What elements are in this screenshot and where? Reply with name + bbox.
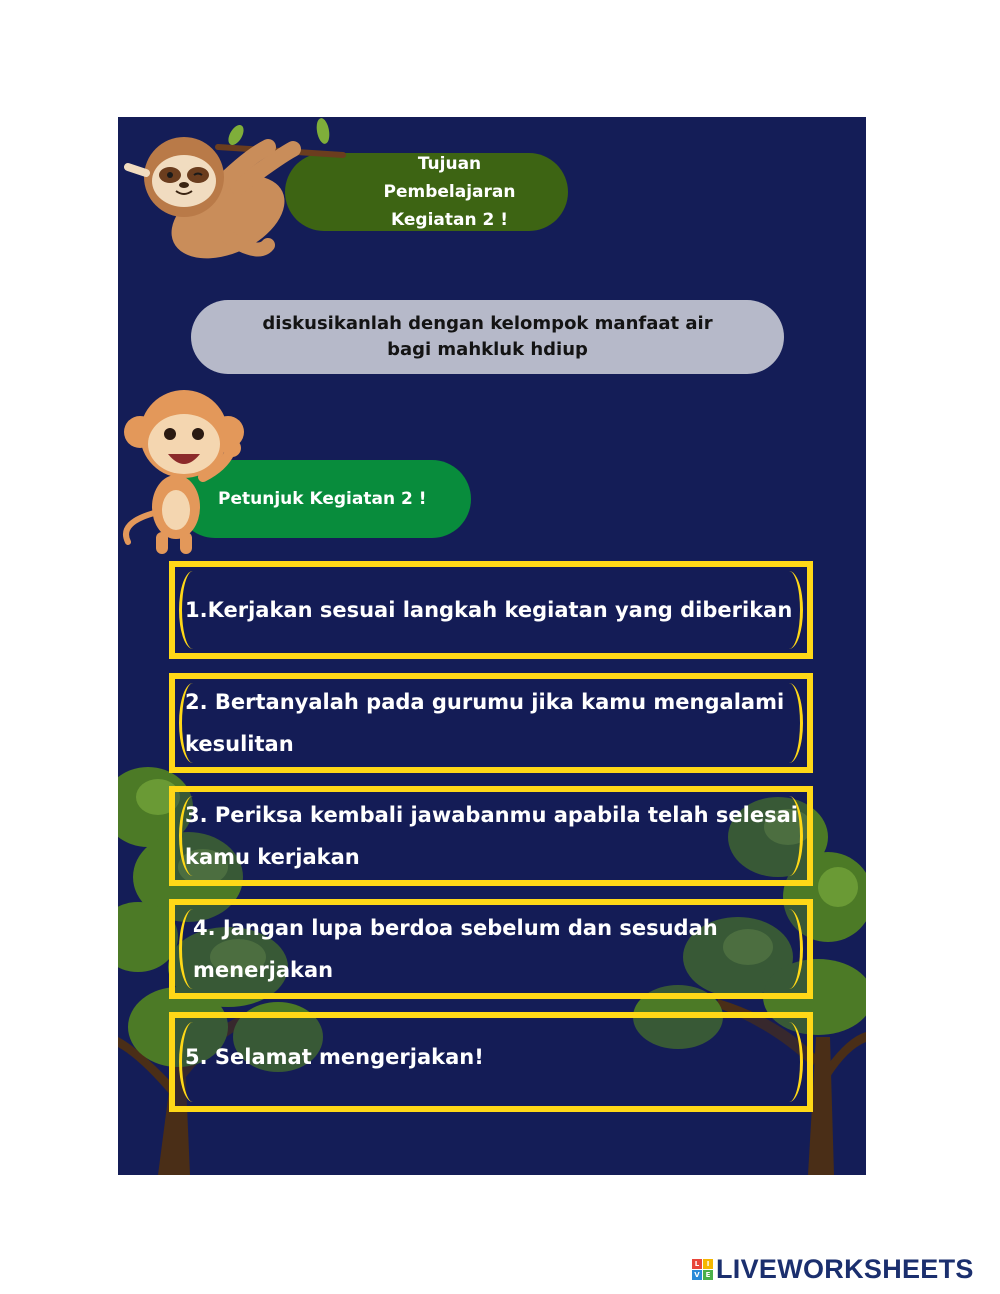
- instruction-label: Petunjuk Kegiatan 2 !: [218, 489, 427, 509]
- logo-text: LIVEWORKSHEETS: [716, 1254, 974, 1284]
- liveworksheets-logo: [692, 1254, 974, 1285]
- step-5-text: 5. Selamat mengerjakan!: [185, 1045, 484, 1069]
- step-1-text: 1.Kerjakan sesuai langkah kegiatan yang diberikan: [185, 598, 793, 622]
- worksheet-page: [118, 117, 866, 1175]
- discussion-task-pill: [191, 300, 784, 374]
- step-4-line2: menerjakan: [193, 958, 334, 982]
- step-2-line2: kesulitan: [185, 732, 294, 756]
- discussion-task-line2: bagi mahkluk hdiup: [387, 339, 588, 360]
- logo-mark-icon: L I V E: [692, 1259, 713, 1280]
- learning-goal-line2: Kegiatan 2 !: [391, 210, 508, 230]
- step-4: [169, 899, 813, 999]
- step-3-line2: kamu kerjakan: [185, 845, 360, 869]
- step-3: [169, 786, 813, 886]
- step-2-line1: 2. Bertanyalah pada gurumu jika kamu mengalami: [185, 690, 785, 714]
- step-1: [169, 561, 813, 659]
- step-2: [169, 673, 813, 773]
- sloth-illustration: [118, 117, 348, 267]
- step-4-line1: 4. Jangan lupa berdoa sebelum dan sesudah: [193, 916, 718, 940]
- discussion-task-line1: diskusikanlah dengan kelompok manfaat air: [262, 313, 713, 334]
- step-5: [169, 1012, 813, 1112]
- learning-goal-line1: Tujuan Pembelajaran: [383, 154, 516, 202]
- step-3-line1: 3. Periksa kembali jawabanmu apabila telah selesai: [185, 803, 798, 827]
- monkey-illustration: [118, 382, 258, 562]
